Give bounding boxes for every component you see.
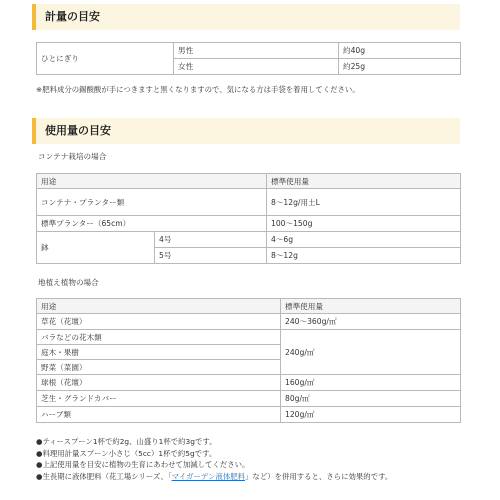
ground-standard-cell: 80g/㎡ bbox=[281, 391, 461, 407]
ground-caption: 地植え植物の場合 bbox=[38, 278, 99, 287]
table-row bbox=[37, 232, 461, 248]
container-use-cell: コンテナ・プランター類 bbox=[37, 189, 267, 216]
amount-item-cell: ひとにぎり bbox=[37, 43, 174, 75]
table-row bbox=[37, 189, 461, 216]
amount-table bbox=[36, 42, 461, 75]
ground-standard-cell: 240g/㎡ bbox=[281, 330, 461, 375]
ground-table bbox=[36, 298, 461, 423]
list-item bbox=[36, 471, 392, 483]
list-item: ●ティースプーン1杯で約2g、山盛り1杯で約3gです。 bbox=[36, 437, 217, 446]
container-standard-cell: 4～6g bbox=[267, 232, 461, 248]
container-header-use: 用途 bbox=[37, 174, 267, 189]
liquid-fertilizer-link[interactable]: マイガーデン液体肥料 bbox=[171, 471, 246, 481]
amount-heading: 計量の目安 bbox=[32, 4, 460, 30]
amount-label-cell: 女性 bbox=[174, 59, 339, 75]
container-standard-cell: 100～150g bbox=[267, 216, 461, 232]
list-item: ●料理用計量スプーン小さじ（5cc）1杯で約5gです。 bbox=[36, 448, 217, 458]
table-row bbox=[37, 407, 461, 423]
bullet-suffix: 」など）を併用すると、さらに効果的です。 bbox=[245, 471, 393, 481]
bullet-prefix: ●生長期に液体肥料（花工場シリーズ、「 bbox=[36, 471, 172, 481]
container-use-cell: 標準プランター（65cm） bbox=[37, 216, 267, 232]
container-standard-cell: 8～12g/用土L bbox=[267, 189, 461, 216]
container-pot-cell: 鉢 bbox=[37, 232, 155, 264]
list-item: ●上記使用量を目安に植物の生育にあわせて加減してください。 bbox=[36, 460, 250, 469]
amount-value-cell: 約25g bbox=[339, 59, 461, 75]
table-row bbox=[37, 299, 461, 314]
ground-standard-cell: 160g/㎡ bbox=[281, 375, 461, 391]
usage-notes bbox=[36, 436, 392, 482]
ground-standard-cell: 240～360g/㎡ bbox=[281, 314, 461, 330]
container-header-standard: 標準使用量 bbox=[267, 174, 461, 189]
table-row bbox=[37, 391, 461, 407]
container-standard-cell: 8～12g bbox=[267, 248, 461, 264]
table-row bbox=[37, 43, 461, 59]
container-table bbox=[36, 173, 461, 264]
ground-use-cell: 芝生・グランドカバー bbox=[37, 391, 281, 407]
usage-heading: 使用量の目安 bbox=[32, 118, 460, 144]
table-row bbox=[37, 375, 461, 391]
amount-note: ※肥料成分の錫酸酸が手につきますと黒くなりますので、気になる方は手袋を着用してください。 bbox=[36, 85, 360, 94]
ground-header-use: 用途 bbox=[37, 299, 281, 314]
amount-value-cell: 約40g bbox=[339, 43, 461, 59]
table-row bbox=[37, 216, 461, 232]
ground-use-cell: 庭木・果樹 bbox=[37, 345, 281, 360]
ground-use-cell: 球根（花壇） bbox=[37, 375, 281, 391]
container-pot-size-cell: 5号 bbox=[155, 248, 267, 264]
ground-use-cell: 草花（花壇） bbox=[37, 314, 281, 330]
ground-use-cell: ハーブ類 bbox=[37, 407, 281, 423]
container-caption: コンテナ栽培の場合 bbox=[38, 152, 107, 161]
table-row bbox=[37, 330, 461, 345]
ground-standard-cell: 120g/㎡ bbox=[281, 407, 461, 423]
ground-use-cell: 野菜（菜園） bbox=[37, 360, 281, 375]
table-row bbox=[37, 314, 461, 330]
table-row bbox=[37, 174, 461, 189]
ground-header-standard: 標準使用量 bbox=[281, 299, 461, 314]
amount-label-cell: 男性 bbox=[174, 43, 339, 59]
container-pot-size-cell: 4号 bbox=[155, 232, 267, 248]
ground-use-cell: バラなどの花木類 bbox=[37, 330, 281, 345]
